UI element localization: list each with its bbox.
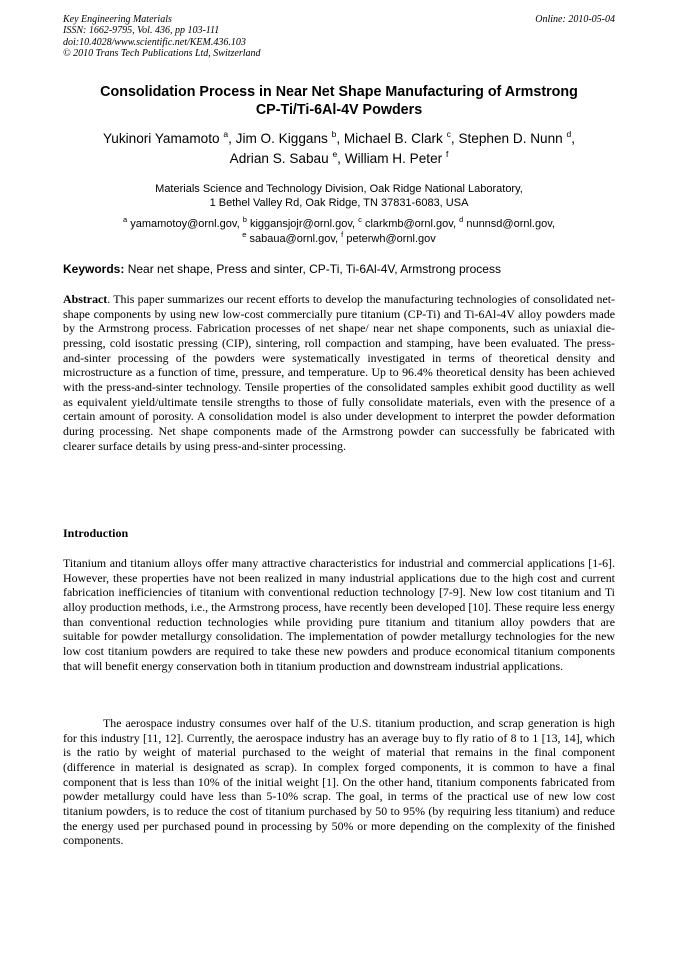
introduction-paragraph-2: The aerospace industry consumes over half of the U.S. titanium production, and scrap generation is high for this industry [11, 12]. Currently, the aerospace industry has an average buy to fly ratio of 8 to 1 [13, 14], which is the ratio by weight of material purchased to the weight of material that remains in the final component (difference in material is designated as scrap). In complex forged components, it is common to have a final component that is less than 10% of the initial weight [1]. On the other hand, titanium components fabricated from powder metallurgy could have less than 5-10% scrap. The goal, in terms of the practical use of new low cost titanium powders, is to reduce the cost of titanium purchased by 50 to 95% (by requiring less titanium) and reduce the energy used per purchased pound in processing by 50% or more depending on the complexity of the finished components.	[63, 716, 615, 848]
author-separator: ,	[450, 131, 459, 146]
email-line-1	[40, 217, 638, 232]
author-affiliation-mark: e	[332, 149, 338, 159]
email-address[interactable]: kiggansjojr@ornl.gov	[249, 218, 353, 230]
email-address[interactable]: sabaua@ornl.gov	[249, 233, 336, 245]
author-line-1	[40, 129, 638, 149]
author-separator: ,	[571, 131, 576, 146]
email-address[interactable]: clarkmb@ornl.gov	[364, 218, 453, 230]
email-separator: ,	[452, 218, 460, 230]
email-address[interactable]: yamamotoy@ornl.gov	[130, 218, 237, 230]
title-line-2: CP-Ti/Ti-6Al-4V Powders	[255, 102, 423, 118]
affiliation-line-1: Materials Science and Technology Division, Oak Ridge National Laboratory,	[155, 183, 523, 195]
abstract	[63, 292, 615, 453]
online-date: Online: 2010-05-04	[535, 14, 615, 25]
paper-title	[40, 83, 638, 119]
author-list	[40, 129, 638, 169]
author-separator: ,	[336, 131, 344, 146]
email-separator: ,	[236, 218, 243, 230]
author-separator: ,	[228, 131, 236, 146]
abstract-label: Abstract	[63, 292, 108, 306]
author-affiliation-mark: c	[446, 129, 451, 139]
issn-line: ISSN: 1662-9795, Vol. 436, pp 103-111	[63, 25, 220, 37]
email-line-2	[40, 232, 638, 247]
email-mark: b	[242, 215, 247, 224]
journal-name: Key Engineering Materials	[63, 14, 172, 25]
affiliation	[40, 182, 638, 210]
email-mark: e	[242, 230, 247, 239]
author-name: Adrian S. Sabau	[229, 151, 329, 166]
author-affiliation-mark: a	[223, 129, 229, 139]
author-emails	[40, 217, 638, 247]
author-affiliation-mark: d	[566, 129, 572, 139]
author-name: Michael B. Clark	[343, 131, 443, 146]
email-address[interactable]: peterwh@ornl.gov	[346, 233, 436, 245]
author-name: Yukinori Yamamoto	[102, 131, 220, 146]
author-separator: ,	[337, 151, 345, 166]
email-address[interactable]: nunnsd@ornl.gov	[466, 218, 552, 230]
author-name: Jim O. Kiggans	[235, 131, 328, 146]
email-separator: ,	[352, 218, 359, 230]
keywords	[63, 261, 615, 277]
author-name: Stephen D. Nunn	[458, 131, 563, 146]
email-mark: d	[459, 215, 464, 224]
introduction-heading: Introduction	[63, 526, 129, 540]
author-affiliation-mark: b	[331, 129, 337, 139]
journal-header	[63, 14, 615, 60]
keywords-text: Near net shape, Press and sinter, CP-Ti, Ti-6Al-4V, Armstrong process	[127, 262, 501, 276]
copyright-line: © 2010 Trans Tech Publications Ltd, Switzerland	[63, 48, 261, 60]
doi-line: doi:10.4028/www.scientific.net/KEM.436.103	[63, 36, 246, 48]
author-affiliation-mark: f	[445, 149, 449, 159]
title-line-1: Consolidation Process in Near Net Shape Manufacturing of Armstrong	[100, 84, 578, 100]
email-mark: f	[341, 230, 344, 239]
introduction-paragraph-1: Titanium and titanium alloys offer many attractive characteristics for industrial and commercial applications [1-6]. However, these properties have not been realized in many industrial applications due to the high cost and current fabrication inefficiencies of titanium with conventional reduction technology [7-9]. New low cost titanium and Ti alloy production methods, i.e., the Armstrong process, have recently been developed [10]. These require less energy than conventional reduction technologies while providing pure titanium and titanium alloy powders that are suitable for powder metallurgy consolidation. The implementation of powder metallurgy technologies for the new low cost titanium powders are required to take these new powders and produce economical titanium components that will benefit energy conservation both in titanium production and downstream industrial applications.	[63, 556, 615, 673]
affiliation-line-2: 1 Bethel Valley Rd, Oak Ridge, TN 37831-6083, USA	[209, 197, 469, 209]
email-mark: c	[358, 215, 362, 224]
email-mark: a	[123, 215, 128, 224]
email-separator: ,	[551, 218, 555, 230]
author-name: William H. Peter	[344, 151, 443, 166]
email-separator: ,	[335, 233, 342, 245]
author-line-2	[40, 149, 638, 169]
abstract-text: . This paper summarizes our recent efforts to develop the manufacturing technologies of consolidated net-shape components by using new low-cost commercially pure titanium (CP-Ti) and Ti-6Al-4V alloy powders made by the Armstrong process. Fabrication processes of net shape/ near net shape components, such as uniaxial die-pressing, cold isostatic pressing (CIP), sintering, roll compaction and stamping, have been evaluated. The press-and-sinter processing of the powders were systematically investigated in terms of theoretical density and microstructure as a function of time, pressure, and temperature. Up to 96.4% theoretical density has been achieved with the press-and-sinter technology. Tensile properties of the consolidated samples exhibit good ductility as well as equivalent yield/ultimate tensile strengths to those of fully consolidate materials, even with the presence of a certain amount of porosity. A consolidation model is also under development to interpret the powder deformation during processing. Net shape components made of the Armstrong powder can successfully be fabricated with clearer surface details by using press-and-sinter processing.	[63, 292, 615, 453]
keywords-label: Keywords:	[63, 262, 125, 276]
